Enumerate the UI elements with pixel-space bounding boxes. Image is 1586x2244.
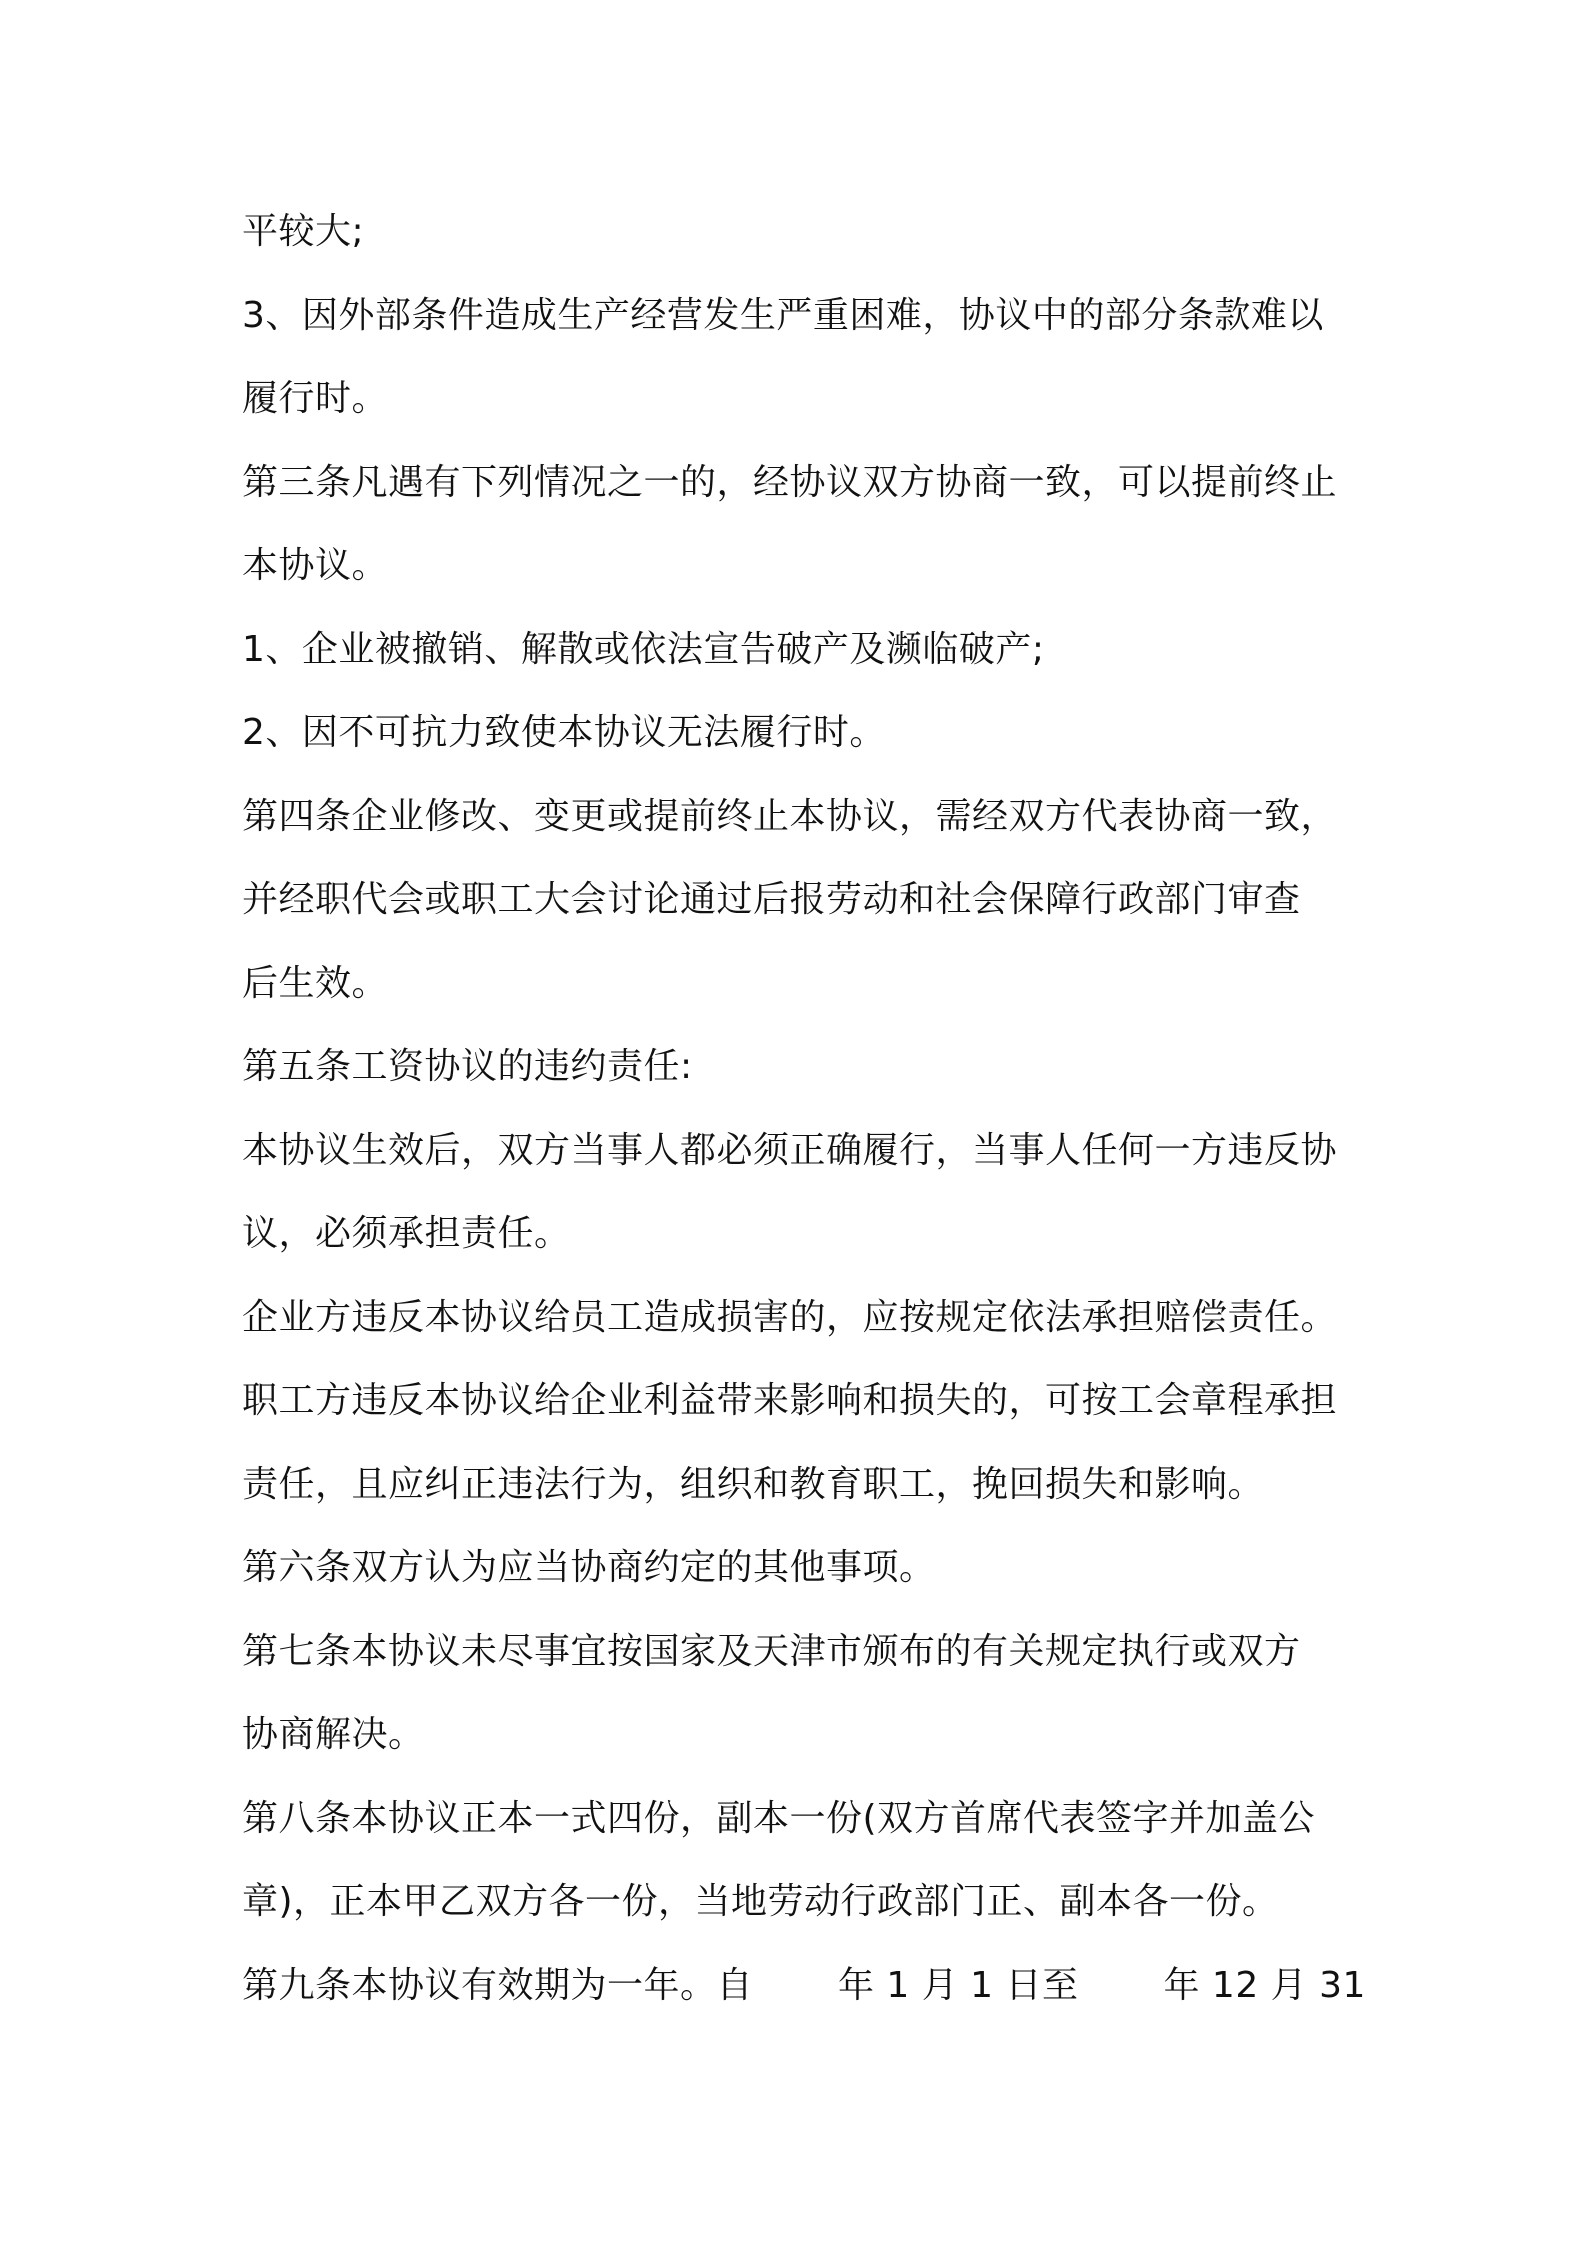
text-line: 2、因不可抗力致使本协议无法履行时。 (242, 712, 886, 753)
text-line: 本协议。 (242, 545, 389, 586)
text-line: 职工方违反本协议给企业利益带来影响和损失的，可按工会章程承担 (242, 1380, 1338, 1421)
text-line: 议，必须承担责任。 (242, 1213, 571, 1254)
text-line: 第七条本协议未尽事宜按国家及天津市颁布的有关规定执行或双方 (242, 1630, 1301, 1672)
text-line: 1、企业被撤销、解散或依法宣告破产及濒临破产; (242, 628, 1045, 670)
text-line: 第六条双方认为应当协商约定的其他事项。 (242, 1547, 936, 1588)
text-line: 本协议生效后，双方当事人都必须正确履行，当事人任何一方违反协 (242, 1129, 1338, 1171)
text-line: 第九条本协议有效期为一年。自 年 1 月 1 日至 年 12 月 31 (242, 1964, 1366, 2006)
text-line: 企业方违反本协议给员工造成损害的，应按规定依法承担赔偿责任。 (242, 1296, 1338, 1338)
text-line: 协商解决。 (242, 1714, 425, 1755)
text-line: 第八条本协议正本一式四份，副本一份(双方首席代表签字并加盖公 (242, 1797, 1316, 1839)
text-line: 第三条凡遇有下列情况之一的，经协议双方协商一致，可以提前终止 (242, 461, 1338, 503)
text-line: 第五条工资协议的违约责任: (242, 1046, 693, 1087)
text-line: 后生效。 (242, 962, 389, 1004)
document-body (242, 190, 1366, 2027)
text-line: 履行时。 (242, 378, 389, 419)
text-line: 第四条企业修改、变更或提前终止本协议，需经双方代表协商一致， (242, 795, 1338, 837)
text-line: 责任，且应纠正违法行为，组织和教育职工，挽回损失和影响。 (242, 1463, 1265, 1505)
text-line: 并经职代会或职工大会讨论通过后报劳动和社会保障行政部门审查 (242, 879, 1301, 920)
text-line: 平较大; (242, 211, 365, 252)
text-line: 章)，正本甲乙双方各一份，当地劳动行政部门正、副本各一份。 (242, 1881, 1279, 1922)
text-line: 3、因外部条件造成生产经营发生严重困难，协议中的部分条款难以 (242, 294, 1324, 336)
